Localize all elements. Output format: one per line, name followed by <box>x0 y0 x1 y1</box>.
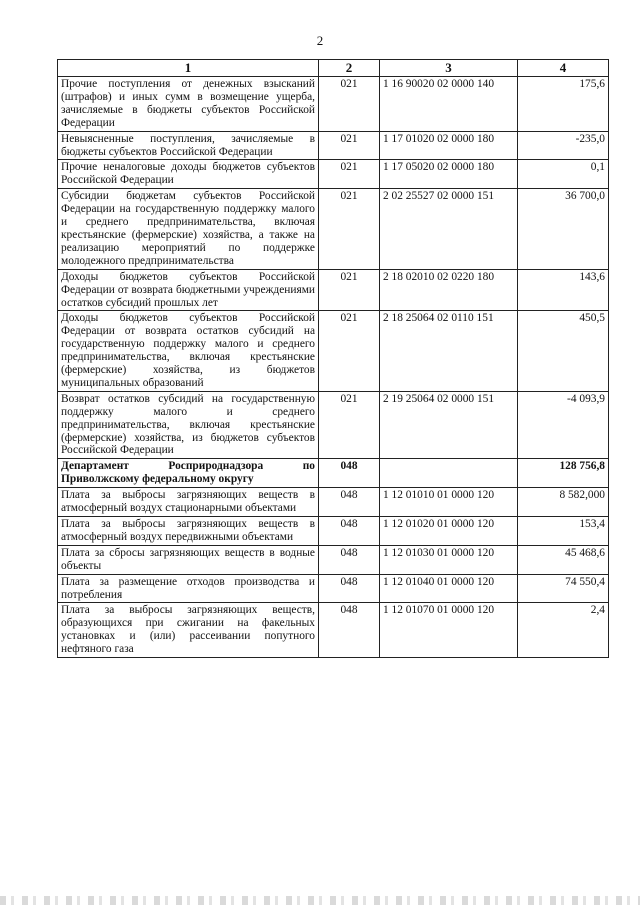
row-name-cell: Доходы бюджетов субъектов Российской Федерации от возврата бюджетными учреждениями остатков субсидий прошлых лет <box>58 269 319 311</box>
row-budget-code-cell: 2 18 02010 02 0220 180 <box>380 269 518 311</box>
table-row <box>58 517 609 546</box>
row-name-cell: Прочие неналоговые доходы бюджетов субъектов Российской Федерации <box>58 160 319 189</box>
row-admin-code-cell: 048 <box>319 459 380 488</box>
column-header-4: 4 <box>518 60 609 77</box>
scan-edge-artifact <box>0 896 640 905</box>
row-budget-code-cell: 1 17 05020 02 0000 180 <box>380 160 518 189</box>
row-budget-code-cell: 1 12 01020 01 0000 120 <box>380 517 518 546</box>
row-admin-code-cell: 048 <box>319 574 380 603</box>
row-budget-code-cell: 1 17 01020 02 0000 180 <box>380 131 518 160</box>
table-row <box>58 160 609 189</box>
row-admin-code-cell: 048 <box>319 517 380 546</box>
table-row <box>58 545 609 574</box>
revenue-table <box>57 59 609 658</box>
row-name-cell: Доходы бюджетов субъектов Российской Федерации от возврата остатков субсидий на государственную поддержку малого и среднего предпринимательства, включая крестьянские (фермерские) хозяйства, из бюджетов муниципальных образований <box>58 311 319 391</box>
row-name-cell: Возврат остатков субсидий на государственную поддержку малого и среднего предпринимательства, включая крестьянские (фермерские) хозяйства, из бюджетов субъектов Российской Федерации <box>58 391 319 459</box>
row-admin-code-cell: 021 <box>319 269 380 311</box>
table-row <box>58 131 609 160</box>
row-name-cell: Плата за размещение отходов производства и потребления <box>58 574 319 603</box>
row-admin-code-cell: 021 <box>319 160 380 189</box>
table-row <box>58 574 609 603</box>
row-budget-code-cell: 1 12 01040 01 0000 120 <box>380 574 518 603</box>
table-row <box>58 603 609 658</box>
row-name-cell: Субсидии бюджетам субъектов Российской Федерации на государственную поддержку малого и среднего предпринимательства, включая крестьянские (фермерские) хозяйства, а также на реализацию мероприятий по поддержке молодежного предпринимательства <box>58 189 319 269</box>
row-budget-code-cell <box>380 459 518 488</box>
table-header-row <box>58 60 609 77</box>
row-admin-code-cell: 021 <box>319 77 380 132</box>
row-amount-cell: 36 700,0 <box>518 189 609 269</box>
row-admin-code-cell: 021 <box>319 391 380 459</box>
row-amount-cell: 2,4 <box>518 603 609 658</box>
table-row <box>58 269 609 311</box>
table-row <box>58 311 609 391</box>
row-amount-cell: -4 093,9 <box>518 391 609 459</box>
row-budget-code-cell: 1 12 01010 01 0000 120 <box>380 488 518 517</box>
row-name-cell: Департамент Росприроднадзора по Приволжскому федеральному округу <box>58 459 319 488</box>
row-amount-cell: 45 468,6 <box>518 545 609 574</box>
table-row <box>58 459 609 488</box>
column-header-1: 1 <box>58 60 319 77</box>
row-amount-cell: 74 550,4 <box>518 574 609 603</box>
table-row <box>58 488 609 517</box>
row-name-cell: Плата за выбросы загрязняющих веществ в атмосферный воздух передвижными объектами <box>58 517 319 546</box>
row-name-cell: Плата за выбросы загрязняющих веществ в атмосферный воздух стационарными объектами <box>58 488 319 517</box>
row-budget-code-cell: 2 02 25527 02 0000 151 <box>380 189 518 269</box>
row-amount-cell: 450,5 <box>518 311 609 391</box>
row-admin-code-cell: 048 <box>319 603 380 658</box>
row-amount-cell: 153,4 <box>518 517 609 546</box>
row-amount-cell: 0,1 <box>518 160 609 189</box>
row-name-cell: Плата за сбросы загрязняющих веществ в водные объекты <box>58 545 319 574</box>
row-budget-code-cell: 2 18 25064 02 0110 151 <box>380 311 518 391</box>
row-admin-code-cell: 021 <box>319 311 380 391</box>
row-budget-code-cell: 1 12 01070 01 0000 120 <box>380 603 518 658</box>
row-admin-code-cell: 048 <box>319 488 380 517</box>
row-amount-cell: -235,0 <box>518 131 609 160</box>
row-name-cell: Плата за выбросы загрязняющих веществ, образующихся при сжигании на факельных установках и (или) рассеивании попутного нефтяного газа <box>58 603 319 658</box>
column-header-3: 3 <box>380 60 518 77</box>
table-row <box>58 189 609 269</box>
column-header-2: 2 <box>319 60 380 77</box>
table-row <box>58 77 609 132</box>
row-amount-cell: 175,6 <box>518 77 609 132</box>
row-admin-code-cell: 021 <box>319 189 380 269</box>
row-name-cell: Невыясненные поступления, зачисляемые в бюджеты субъектов Российской Федерации <box>58 131 319 160</box>
row-amount-cell: 143,6 <box>518 269 609 311</box>
row-amount-cell: 128 756,8 <box>518 459 609 488</box>
table-row <box>58 391 609 459</box>
row-admin-code-cell: 021 <box>319 131 380 160</box>
page-number: 2 <box>316 33 324 48</box>
row-budget-code-cell: 1 12 01030 01 0000 120 <box>380 545 518 574</box>
row-budget-code-cell: 2 19 25064 02 0000 151 <box>380 391 518 459</box>
row-budget-code-cell: 1 16 90020 02 0000 140 <box>380 77 518 132</box>
row-name-cell: Прочие поступления от денежных взысканий (штрафов) и иных сумм в возмещение ущерба, зачисляемые в бюджеты субъектов Российской Федерации <box>58 77 319 132</box>
row-amount-cell: 8 582,000 <box>518 488 609 517</box>
row-admin-code-cell: 048 <box>319 545 380 574</box>
